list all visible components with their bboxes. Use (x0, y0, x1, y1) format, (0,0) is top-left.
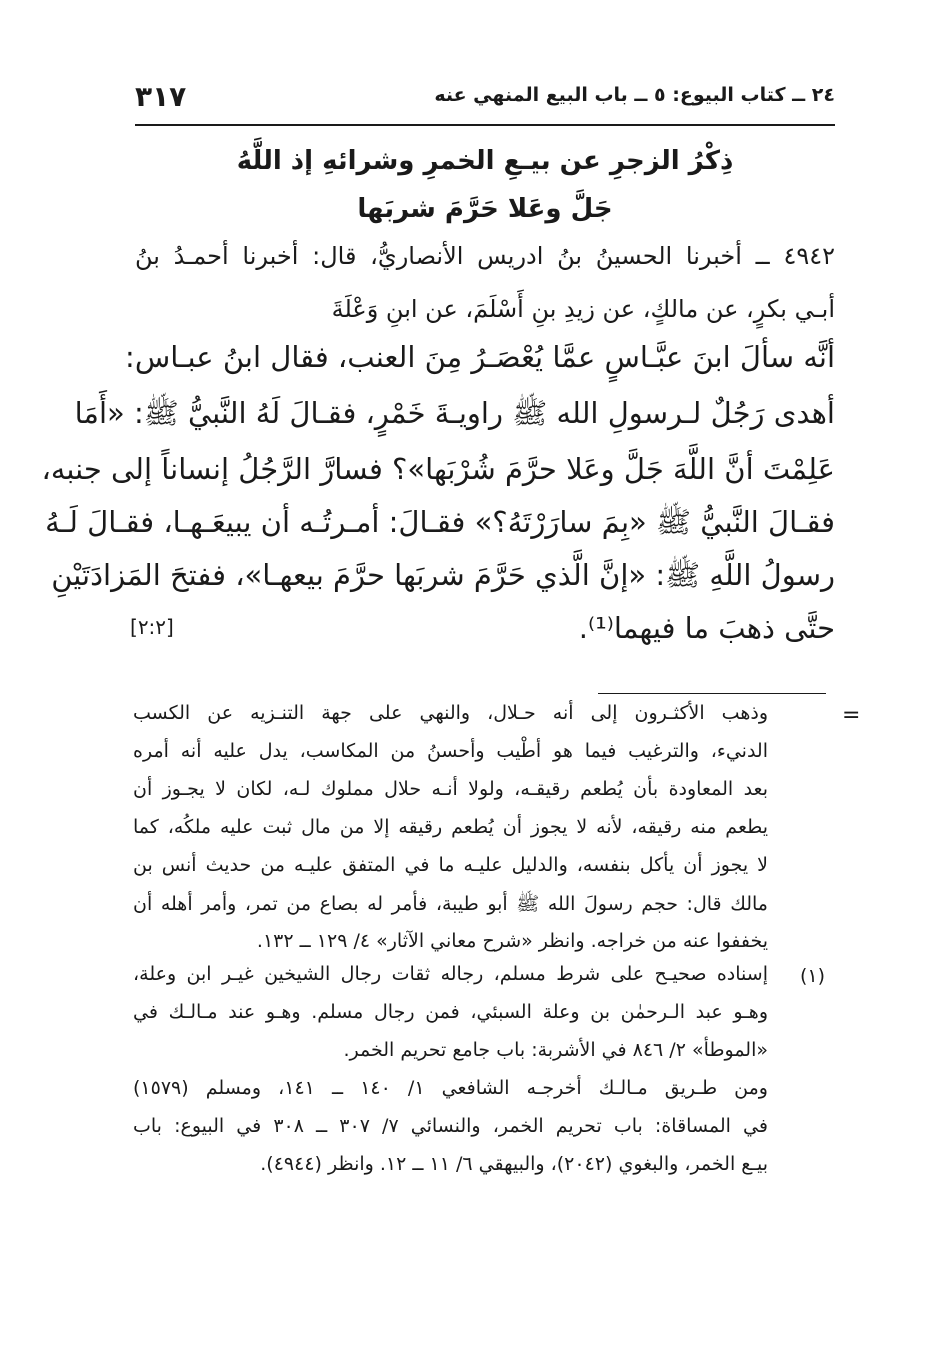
page-header (135, 76, 835, 116)
matn-line: رسولُ اللَّهِ ﷺ: «إنَّ الَّذي حَرَّمَ شربَها حرَّمَ بيعهـا»، ففتحَ المَزادَتَيْنِ (51, 558, 835, 592)
footnote-line: الدنيء، والترغيب فيما هو أطْيب وأحسنُ من المكاسب، يدل عليه أنه أمره (133, 740, 768, 762)
matn-line: فقـالَ النَّبيُّ ﷺ «بِمَ سارَرْتَهُ؟» فقـالَ: أمـرتُـه أن يبيعَـهـا، فقـالَ لَـهُ (45, 505, 835, 539)
footnote-line: مالك قال: حجم رسولَ الله ﷺ أبو طيبة، فأمر له بصاع من تمر، وأمر أهله أن (133, 893, 768, 915)
footnote-line: لا يجوز أن يأكل بنفسه، والدليل عليـه ما في المتفق عليـه من حديث أنس بن (133, 854, 768, 876)
footnote-rule (598, 693, 826, 694)
matn-line: عَلِمْتَ أنَّ اللَّهَ جَلَّ وعَلا حرَّمَ شُرْبَها»؟ فسارَّ الرَّجُلُ إنساناً إلى جنبه، (41, 452, 835, 486)
chapter-heading-line-2: جَلَّ وعَلا حَرَّمَ شربَها (357, 194, 613, 224)
chapter-heading-line-1: ذِكْرُ الزجرِ عن بيـعِ الخمرِ وشرائهِ إذ اللَّهُ (236, 146, 734, 176)
footnote-line: يخففوا عنه من خراجه. وانظر «شرح معاني الآثار» ٤/ ١٢٩ ــ ١٣٢. (256, 930, 768, 952)
footnote-line: وذهب الأكثـرون إلى أنه حـلال، والنهي على جهة التنـزيه عن الكسب (133, 702, 768, 724)
running-title: ٢٤ ــ كتاب البيوع: ٥ ــ باب البيع المنهي عنه (434, 84, 835, 106)
isnad-line: أبـي بكرٍ، عن مالكٍ، عن زيدِ بنِ أَسْلَمَ، عن ابنِ وَعْلَةَ (331, 295, 835, 323)
isnad-line: ٤٩٤٢ ــ أخبرنا الحسينُ بنُ ادريس الأنصاريُّ، قال: أخبرنا أحمـدُ بنُ (135, 242, 835, 270)
footnote-continuation-mark: = (842, 703, 861, 728)
matn-line: أهدى رَجُلٌ لـرسولِ الله ﷺ راويـةَ خَمْرٍ، فقـالَ لَهُ النَّبيُّ ﷺ: «أَمَا (74, 396, 835, 430)
footnote-line: يطعم منه رقيقه، لأنه لا يجوز أن يُطعم رقيقه إلا من مال ثبت عليه ملكُه، كما (133, 816, 768, 838)
footnote-line: بعد المعاودة بأن يُطعم رقيقـه، ولولا أنـه حلال مملوك لـه، لكان لا يجـوز أن (133, 778, 768, 800)
footnote-number: (١) (800, 965, 826, 987)
footnote-line: إسناده صحيـح على شرط مسلم، رجاله ثقات رجال الشيخين غيـر ابن وعلة، (133, 963, 768, 985)
footnote-line: «الموطأ» ٢/ ٨٤٦ في الأشربة: باب جامع تحريم الخمر. (343, 1039, 768, 1061)
footnote-line: بيـع الخمر، والبغوي (٢٠٤٢)، والبيهقي ٦/ ١١ ــ ١٢. وانظر (٤٩٤٤). (260, 1153, 768, 1175)
page-number: ٣١٧ (135, 80, 187, 113)
header-rule (135, 124, 835, 126)
footnote-line: ومن طـريق مـالـك أخرجـه الشافعي ١/ ١٤٠ ــ ١٤١، ومسلم (١٥٧٩) (133, 1077, 768, 1099)
matn-line: أنَّه سألَ ابنَ عبَّـاسٍ عمَّا يُعْصَـرُ مِنَ العنب، فقال ابنُ عبـاس: (125, 340, 835, 374)
matn-line: حتَّى ذهبَ ما فيهما⁽¹⁾. (578, 611, 835, 645)
hadith-reference: [٢:٢] (130, 615, 174, 639)
footnote-line: وهـو عبد الـرحمٰن بن وعلة السبئي، فمن رجال مسلم. وهـو عند مـالـك في (133, 1001, 768, 1023)
footnote-line: في المساقاة: باب تحريم الخمر، والنسائي ٧/ ٣٠٧ ــ ٣٠٨ في البيوع: باب (133, 1115, 768, 1137)
